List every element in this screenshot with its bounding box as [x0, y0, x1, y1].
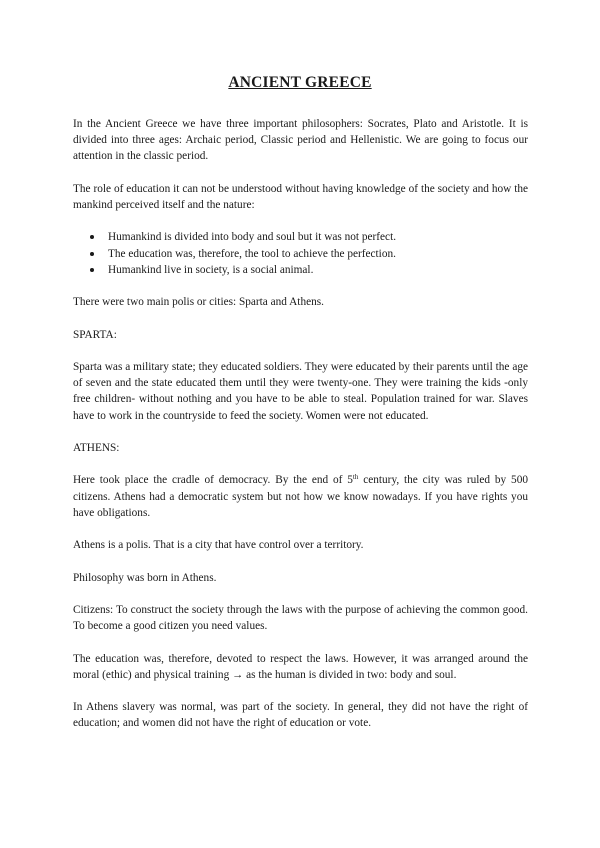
athens-polis-paragraph: Athens is a polis. That is a city that have control over a territory.	[73, 539, 364, 552]
list-item	[73, 262, 528, 278]
document-title: ANCIENT GREECE	[228, 74, 372, 91]
slavery-paragraph: In Athens slavery was normal, was part of the society. In general, they did not have the right of education; and women did not have the right of education or vote.	[73, 701, 528, 730]
bullet-icon	[90, 252, 94, 256]
sparta-paragraph: Sparta was a military state; they educated soldiers. They were educated by their parents until the age of seven and the state educated them until they were twenty-one. They were training the kids -only free children- without nothing and you have to be able to steal. Population trained for war. Slaves have to work in the countryside to feed the society. Women were not educated.	[73, 360, 528, 422]
sparta-heading: SPARTA:	[73, 328, 117, 341]
polis-intro-paragraph: There were two main polis or cities: Sparta and Athens.	[73, 296, 324, 309]
education-role-paragraph: The role of education it can not be understood without having knowledge of the society and how the mankind perceived itself and the nature:	[73, 182, 528, 211]
athens-paragraph	[73, 472, 528, 521]
document-body	[73, 116, 528, 748]
athens-text-end: century, the city was ruled by 500 citizens. Athens had a democratic system but not how we know nowadays. If you have rights you have obligations.	[73, 474, 528, 519]
intro-paragraph: In the Ancient Greece we have three important philosophers: Socrates, Plato and Aristotle. It is divided into three ages: Archaic period, Classic period and Hellenistic. We are going to focus our attention in the classic period.	[73, 118, 528, 163]
list-item-text: The education was, therefore, the tool to achieve the perfection.	[108, 247, 396, 260]
bullet-list	[73, 229, 528, 278]
list-item	[73, 246, 528, 262]
ordinal-suffix: th	[352, 473, 359, 482]
philosophy-paragraph: Philosophy was born in Athens.	[73, 571, 217, 584]
list-item-text: Humankind is divided into body and soul but it was not perfect.	[108, 231, 397, 244]
athens-heading: ATHENS:	[73, 441, 120, 454]
list-item	[73, 229, 528, 245]
athens-text-start: Here took place the cradle of democracy. By the end of 5	[73, 474, 353, 487]
bullet-icon	[90, 268, 94, 272]
bullet-icon	[90, 235, 94, 239]
education-devoted-paragraph: The education was, therefore, devoted to respect the laws. However, it was arranged around the moral (ethic) and physical training → as the human is divided in two: body and soul.	[73, 652, 528, 681]
list-item-text: Humankind live in society, is a social animal.	[108, 263, 314, 276]
citizens-paragraph: Citizens: To construct the society through the laws with the purpose of achieving the common good. To become a good citizen you need values.	[73, 603, 528, 633]
